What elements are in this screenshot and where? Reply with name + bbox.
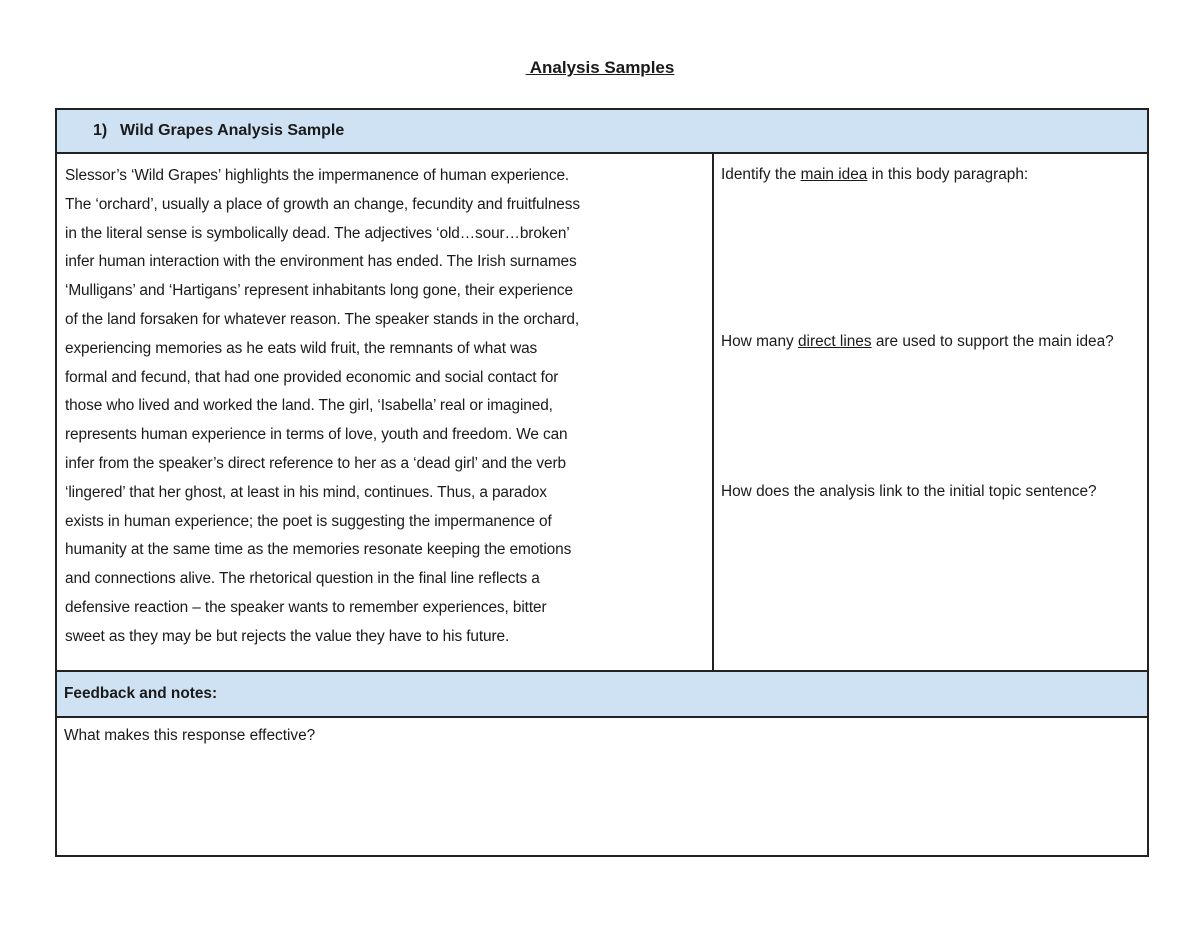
underlined-term: main idea xyxy=(800,166,868,183)
analysis-table xyxy=(55,108,1149,857)
paragraph-line: of the land forsaken for whatever reason. The speaker stands in the orchard, xyxy=(65,310,579,328)
feedback-notes xyxy=(56,717,1148,856)
paragraph-line: Slessor’s ‘Wild Grapes’ highlights the impermanence of human experience. xyxy=(65,167,570,184)
question-topic-link: How does the analysis link to the initial topic sentence? xyxy=(721,483,1097,500)
page-title: Analysis Samples xyxy=(525,58,675,77)
paragraph-line: infer human interaction with the environment has ended. The Irish surnames xyxy=(65,253,577,271)
question-main-idea: Identify the main idea in this body paragraph: xyxy=(721,166,1029,183)
paragraph-line: The ‘orchard’, usually a place of growth an change, fecundity and fruitfulness xyxy=(65,195,580,213)
paragraph-line: ‘lingered’ that her ghost, at least in his mind, continues. Thus, a paradox xyxy=(65,483,547,501)
section-title: Wild Grapes Analysis Sample xyxy=(120,122,345,139)
section-number: 1) xyxy=(93,122,108,139)
paragraph-line: and connections alive. The rhetorical question in the final line reflects a xyxy=(65,570,540,588)
paragraph-line: formal and fecund, that had one provided economic and social contact for xyxy=(65,368,559,386)
paragraph-line: experiencing memories as he eats wild fruit, the remnants of what was xyxy=(65,339,538,357)
section-header xyxy=(56,109,1148,153)
paragraph-line: exists in human experience; the poet is suggesting the impermanence of xyxy=(65,512,552,530)
paragraph-line: infer from the speaker’s direct reference to her as a ‘dead girl’ and the verb xyxy=(65,454,566,472)
paragraph-line: defensive reaction – the speaker wants to remember experiences, bitter xyxy=(65,598,547,616)
paragraph-line: humanity at the same time as the memories resonate keeping the emotions xyxy=(65,541,572,559)
feedback-header: Feedback and notes: xyxy=(56,671,1148,717)
question-direct-lines: How many direct lines are used to support the main idea? xyxy=(721,333,1114,350)
paragraph-line: in the literal sense is symbolically dead. The adjectives ‘old…sour…broken’ xyxy=(65,224,570,242)
feedback-prompt: What makes this response effective? xyxy=(64,727,316,744)
questions-cell xyxy=(713,153,1148,671)
paragraph-line: ‘Mulligans’ and ‘Hartigans’ represent inhabitants long gone, their experience xyxy=(65,282,573,300)
sample-paragraph xyxy=(56,153,713,671)
paragraph-line: those who lived and worked the land. The girl, ‘Isabella’ real or imagined, xyxy=(65,397,553,415)
paragraph-line: represents human experience in terms of love, youth and freedom. We can xyxy=(65,426,568,444)
underlined-term: direct lines xyxy=(797,333,872,350)
paragraph-line: sweet as they may be but rejects the value they have to his future. xyxy=(65,627,510,645)
